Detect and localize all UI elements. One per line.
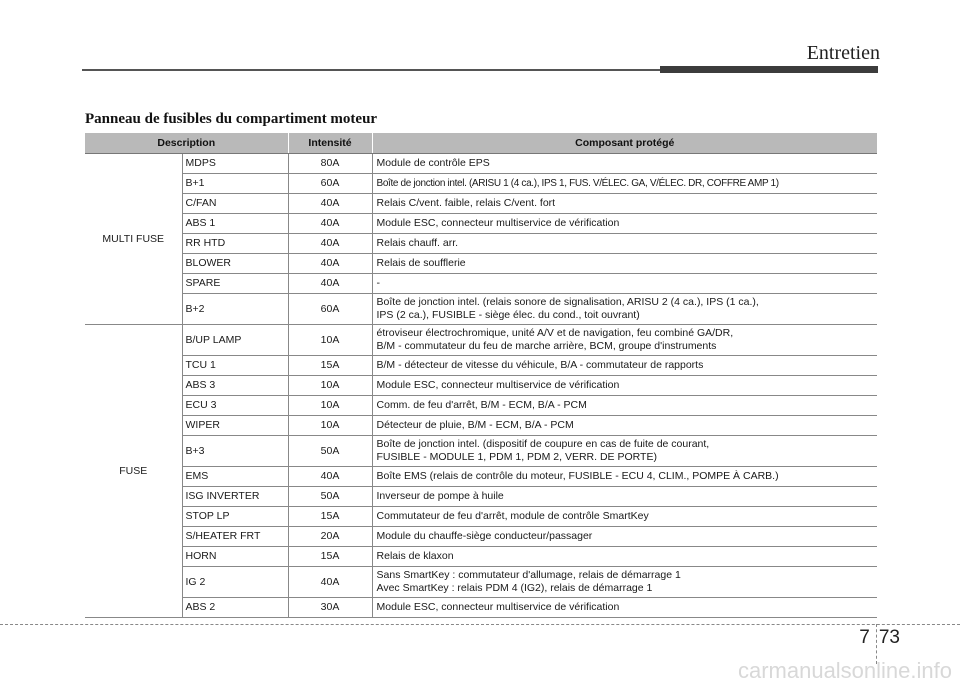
protected-component — [372, 527, 877, 547]
protected-component — [372, 436, 877, 467]
table-row — [85, 325, 877, 356]
fuse-name: EMS — [182, 467, 288, 487]
fuse-name: BLOWER — [182, 254, 288, 274]
protected-component-line: Boîte de jonction intel. (dispositif de coupure en cas de fuite de courant, — [376, 438, 710, 450]
fuse-name: STOP LP — [182, 507, 288, 527]
table-row — [85, 567, 877, 598]
table-row — [85, 214, 877, 234]
protected-component-line: Boîte EMS (relais de contrôle du moteur, FUSIBLE - ECU 4, CLIM., POMPE À CARB.) — [376, 470, 779, 482]
protected-component-line: Boîte de jonction intel. (relais sonore de signalisation, ARISU 2 (4 ca.), IPS (1 ca.), — [376, 296, 759, 308]
table-row — [85, 598, 877, 618]
table-row — [85, 194, 877, 214]
protected-component — [372, 234, 877, 254]
table-row — [85, 274, 877, 294]
fuse-rating: 50A — [288, 436, 372, 467]
fuse-name: ECU 3 — [182, 396, 288, 416]
fuse-rating: 10A — [288, 325, 372, 356]
table-row — [85, 436, 877, 467]
column-header-intensite: Intensité — [288, 133, 372, 154]
column-header-composant: Composant protégé — [372, 133, 877, 154]
header-rule — [82, 69, 660, 71]
protected-component — [372, 467, 877, 487]
protected-component-line: Module ESC, connecteur multiservice de vérification — [376, 217, 620, 229]
protected-component-line: Module du chauffe-siège conducteur/passager — [376, 530, 593, 542]
header-title: Entretien — [806, 42, 880, 64]
fuse-rating: 10A — [288, 376, 372, 396]
protected-component-line: Relais chauff. arr. — [376, 237, 459, 249]
protected-component-line: Inverseur de pompe à huile — [376, 490, 504, 502]
protected-component-line: Boîte de jonction intel. (ARISU 1 (4 ca.), IPS 1, FUS. V/ÉLEC. GA, V/ÉLEC. DR, COFFRE AMP 1) — [376, 178, 779, 189]
fuse-table-body — [85, 154, 877, 618]
protected-component-line: Commutateur de feu d'arrêt, module de contrôle SmartKey — [376, 510, 649, 522]
group-label: MULTI FUSE — [85, 154, 182, 325]
protected-component-line: B/M - détecteur de vitesse du véhicule, B/A - commutateur de rapports — [376, 359, 704, 371]
fuse-rating: 50A — [288, 487, 372, 507]
protected-component — [372, 598, 877, 618]
protected-component — [372, 174, 877, 194]
table-row — [85, 174, 877, 194]
protected-component — [372, 294, 877, 325]
protected-component — [372, 254, 877, 274]
fuse-rating: 15A — [288, 547, 372, 567]
protected-component — [372, 214, 877, 234]
protected-component — [372, 567, 877, 598]
protected-component-line: Relais de soufflerie — [376, 257, 466, 269]
fuse-table — [85, 133, 877, 618]
fuse-rating: 40A — [288, 234, 372, 254]
protected-component-line: Comm. de feu d'arrêt, B/M - ECM, B/A - PCM — [376, 399, 587, 411]
fuse-rating: 40A — [288, 467, 372, 487]
footer-dashed-line — [0, 624, 960, 625]
fuse-name: B+1 — [182, 174, 288, 194]
table-row — [85, 487, 877, 507]
protected-component — [372, 154, 877, 174]
fuse-rating: 40A — [288, 254, 372, 274]
protected-component-line: Module ESC, connecteur multiservice de vérification — [376, 601, 620, 613]
fuse-name: B/UP LAMP — [182, 325, 288, 356]
protected-component-line: - — [376, 277, 381, 289]
table-row — [85, 376, 877, 396]
fuse-name: B+3 — [182, 436, 288, 467]
protected-component-line: IPS (2 ca.), FUSIBLE - siège élec. du cond., toit ouvrant) — [376, 309, 640, 321]
protected-component-line: Avec SmartKey : relais PDM 4 (IG2), relais de démarrage 1 — [376, 582, 653, 594]
fuse-rating: 15A — [288, 356, 372, 376]
fuse-name: ABS 3 — [182, 376, 288, 396]
fuse-rating: 60A — [288, 294, 372, 325]
protected-component — [372, 416, 877, 436]
page-number — [859, 627, 900, 649]
table-row — [85, 254, 877, 274]
protected-component — [372, 274, 877, 294]
protected-component-line: Relais de klaxon — [376, 550, 454, 562]
fuse-name: RR HTD — [182, 234, 288, 254]
fuse-name: ABS 1 — [182, 214, 288, 234]
table-row — [85, 527, 877, 547]
fuse-rating: 20A — [288, 527, 372, 547]
protected-component — [372, 325, 877, 356]
fuse-name: TCU 1 — [182, 356, 288, 376]
group-label: FUSE — [85, 325, 182, 618]
fuse-rating: 40A — [288, 214, 372, 234]
fuse-rating: 10A — [288, 396, 372, 416]
fuse-table-wrapper — [85, 133, 877, 618]
fuse-name: HORN — [182, 547, 288, 567]
table-row — [85, 467, 877, 487]
protected-component — [372, 194, 877, 214]
table-row — [85, 154, 877, 174]
protected-component-line: étroviseur électrochromique, unité A/V et de navigation, feu combiné GA/DR, — [376, 327, 734, 339]
fuse-name: C/FAN — [182, 194, 288, 214]
table-header-row — [85, 133, 877, 154]
protected-component — [372, 547, 877, 567]
protected-component-line: Sans SmartKey : commutateur d'allumage, relais de démarrage 1 — [376, 569, 681, 581]
fuse-rating: 60A — [288, 174, 372, 194]
table-row — [85, 396, 877, 416]
fuse-rating: 80A — [288, 154, 372, 174]
table-row — [85, 416, 877, 436]
fuse-rating: 40A — [288, 567, 372, 598]
fuse-rating: 10A — [288, 416, 372, 436]
protected-component — [372, 487, 877, 507]
fuse-name: MDPS — [182, 154, 288, 174]
watermark: carmanualsonline.info — [737, 658, 952, 683]
fuse-name: S/HEATER FRT — [182, 527, 288, 547]
fuse-name: SPARE — [182, 274, 288, 294]
fuse-rating: 30A — [288, 598, 372, 618]
fuse-rating: 15A — [288, 507, 372, 527]
fuse-rating: 40A — [288, 194, 372, 214]
section-title: Panneau de fusibles du compartiment moteur — [85, 111, 378, 127]
fuse-name: B+2 — [182, 294, 288, 325]
fuse-name: WIPER — [182, 416, 288, 436]
page-number-value: 73 — [878, 627, 900, 648]
table-row — [85, 507, 877, 527]
protected-component-line: Détecteur de pluie, B/M - ECM, B/A - PCM — [376, 419, 574, 431]
table-row — [85, 234, 877, 254]
protected-component — [372, 376, 877, 396]
protected-component-line: Module ESC, connecteur multiservice de vérification — [376, 379, 620, 391]
protected-component-line: Relais C/vent. faible, relais C/vent. fort — [376, 197, 556, 209]
protected-component — [372, 396, 877, 416]
fuse-name: IG 2 — [182, 567, 288, 598]
fuse-name: ISG INVERTER — [182, 487, 288, 507]
chapter-number: 7 — [859, 627, 870, 648]
table-row — [85, 356, 877, 376]
column-header-description: Description — [85, 133, 288, 154]
table-row — [85, 547, 877, 567]
protected-component-line: B/M - commutateur du feu de marche arrière, BCM, groupe d'instruments — [376, 340, 717, 352]
fuse-name: ABS 2 — [182, 598, 288, 618]
protected-component-line: FUSIBLE - MODULE 1, PDM 1, PDM 2, VERR. DE PORTE) — [376, 451, 657, 463]
protected-component — [372, 507, 877, 527]
fuse-rating: 40A — [288, 274, 372, 294]
protected-component — [372, 356, 877, 376]
protected-component-line: Module de contrôle EPS — [376, 157, 490, 169]
header-bar — [660, 66, 878, 73]
table-row — [85, 294, 877, 325]
